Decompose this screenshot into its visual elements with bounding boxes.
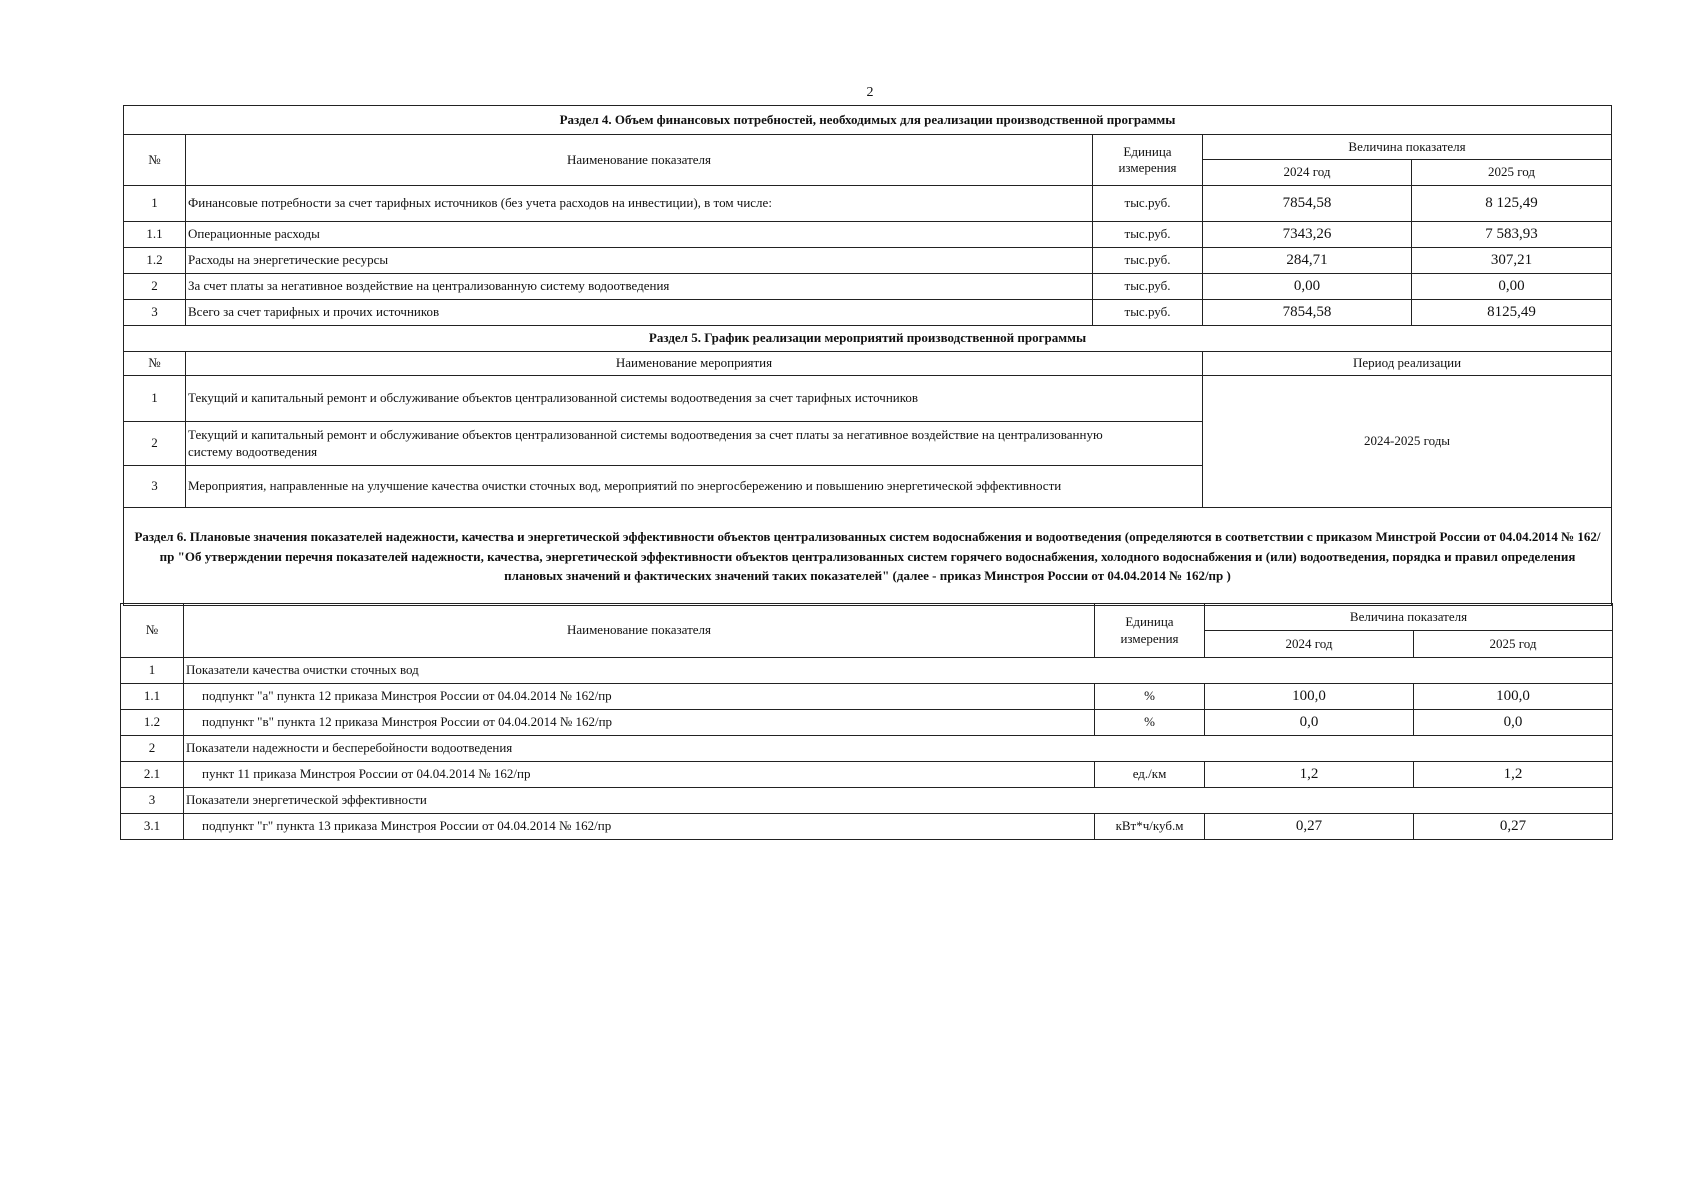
row-value-2025: 307,21	[1412, 248, 1612, 274]
row-value-2024: 0,00	[1203, 274, 1412, 300]
page-number: 2	[866, 85, 874, 100]
row-num: 1.2	[121, 710, 184, 736]
row-value-2025: 0,0	[1414, 710, 1613, 736]
row-value-2024: 7854,58	[1203, 186, 1412, 222]
section4-header-2024: 2024 год	[1203, 160, 1412, 186]
row-num: 3	[124, 300, 186, 326]
row-name: Расходы на энергетические ресурсы	[186, 248, 1093, 274]
row-name: Показатели надежности и бесперебойности водоотведения	[184, 736, 1613, 762]
row-unit: тыс.руб.	[1093, 248, 1203, 274]
section6-header-2024: 2024 год	[1205, 631, 1414, 658]
row-value-2024: 7343,26	[1203, 222, 1412, 248]
row-unit: тыс.руб.	[1093, 300, 1203, 326]
section6-header-num: №	[121, 604, 184, 658]
row-unit: ед./км	[1095, 762, 1205, 788]
row-unit: кВт*ч/куб.м	[1095, 814, 1205, 840]
section5-header-period: Период реализации	[1203, 352, 1612, 376]
section6-title: Раздел 6. Плановые значения показателей надежности, качества и энергетической эффективности объектов централизованных систем водоснабжения и водоотведения (определяются в соответствии с приказом Минстрой России от 04.04.2014 № 162/пр "Об утверждении перечня показателей надежности, качества, энергетической эффективности объектов централизованных систем горячего водоснабжения, холодного водоснабжения и (или) водоотведения, порядка и правил определения плановых значений и фактических значений таких показателей" (далее - приказ Минстроя России от 04.04.2014 № 162/пр )	[124, 508, 1612, 606]
section6-header-unit: Единица измерения	[1095, 604, 1205, 658]
row-name: Текущий и капитальный ремонт и обслуживание объектов централизованной системы водоотведения за счет платы за негативное воздействие на централизованную систему водоотведения	[186, 422, 1203, 466]
row-value-2024: 100,0	[1205, 684, 1414, 710]
row-value-2025: 7 583,93	[1412, 222, 1612, 248]
sections-4-6-table	[123, 105, 1612, 606]
table-row	[124, 248, 1612, 274]
row-unit: тыс.руб.	[1093, 274, 1203, 300]
row-name: Текущий и капитальный ремонт и обслуживание объектов централизованной системы водоотведения за счет тарифных источников	[186, 376, 1203, 422]
row-num: 3	[124, 466, 186, 508]
section5-period-value: 2024-2025 годы	[1203, 376, 1612, 508]
row-name: Всего за счет тарифных и прочих источников	[186, 300, 1093, 326]
row-num: 1.1	[121, 684, 184, 710]
table-row	[124, 222, 1612, 248]
section5-title: Раздел 5. График реализации мероприятий производственной программы	[124, 326, 1612, 352]
row-value-2025: 100,0	[1414, 684, 1613, 710]
table-row	[124, 300, 1612, 326]
row-unit: %	[1095, 684, 1205, 710]
section6-table	[120, 603, 1613, 840]
section4-title: Раздел 4. Объем финансовых потребностей, необходимых для реализации производственной программы	[124, 106, 1612, 135]
row-num: 2.1	[121, 762, 184, 788]
row-value-2024: 7854,58	[1203, 300, 1412, 326]
row-num: 1.2	[124, 248, 186, 274]
table-row	[121, 658, 1613, 684]
row-name: Показатели энергетической эффективности	[184, 788, 1613, 814]
row-num: 1.1	[124, 222, 186, 248]
row-unit: тыс.руб.	[1093, 222, 1203, 248]
section6-header-value: Величина показателя	[1205, 604, 1613, 631]
row-value-2025: 0,27	[1414, 814, 1613, 840]
section5-header-num: №	[124, 352, 186, 376]
row-unit: тыс.руб.	[1093, 186, 1203, 222]
row-num: 3	[121, 788, 184, 814]
row-name: Показатели качества очистки сточных вод	[184, 658, 1613, 684]
table-row	[121, 814, 1613, 840]
row-num: 2	[124, 422, 186, 466]
row-name: Операционные расходы	[186, 222, 1093, 248]
row-name: подпункт "а" пункта 12 приказа Минстроя России от 04.04.2014 № 162/пр	[184, 684, 1095, 710]
row-num: 3.1	[121, 814, 184, 840]
row-value-2025: 8 125,49	[1412, 186, 1612, 222]
section4-header-name: Наименование показателя	[186, 135, 1093, 186]
row-num: 1	[124, 186, 186, 222]
row-name: подпункт "в" пункта 12 приказа Минстроя России от 04.04.2014 № 162/пр	[184, 710, 1095, 736]
table-row	[121, 788, 1613, 814]
section4-header-unit: Единица измерения	[1093, 135, 1203, 186]
section6-header-name: Наименование показателя	[184, 604, 1095, 658]
row-value-2024: 284,71	[1203, 248, 1412, 274]
row-name: За счет платы за негативное воздействие на централизованную систему водоотведения	[186, 274, 1093, 300]
row-unit: %	[1095, 710, 1205, 736]
section4-header-num: №	[124, 135, 186, 186]
row-value-2024: 1,2	[1205, 762, 1414, 788]
section5-header-name: Наименование мероприятия	[186, 352, 1203, 376]
row-value-2025: 1,2	[1414, 762, 1613, 788]
section4-header-2025: 2025 год	[1412, 160, 1612, 186]
table-row	[124, 376, 1612, 422]
table-row	[121, 684, 1613, 710]
row-num: 2	[124, 274, 186, 300]
row-num: 1	[124, 376, 186, 422]
table-row	[121, 710, 1613, 736]
table-row	[121, 762, 1613, 788]
row-num: 2	[121, 736, 184, 762]
row-value-2025: 8125,49	[1412, 300, 1612, 326]
row-value-2024: 0,27	[1205, 814, 1414, 840]
table-row	[124, 186, 1612, 222]
row-name: Финансовые потребности за счет тарифных источников (без учета расходов на инвестиции), в том числе:	[186, 186, 1093, 222]
row-name: подпункт "г" пункта 13 приказа Минстроя России от 04.04.2014 № 162/пр	[184, 814, 1095, 840]
table-row	[124, 274, 1612, 300]
row-value-2025: 0,00	[1412, 274, 1612, 300]
row-value-2024: 0,0	[1205, 710, 1414, 736]
row-num: 1	[121, 658, 184, 684]
table-row	[121, 736, 1613, 762]
row-name: Мероприятия, направленные на улучшение качества очистки сточных вод, мероприятий по энергосбережению и повышению энергетической эффективности	[186, 466, 1203, 508]
section4-header-value: Величина показателя	[1203, 135, 1612, 160]
section6-header-2025: 2025 год	[1414, 631, 1613, 658]
row-name: пункт 11 приказа Минстроя России от 04.04.2014 № 162/пр	[184, 762, 1095, 788]
